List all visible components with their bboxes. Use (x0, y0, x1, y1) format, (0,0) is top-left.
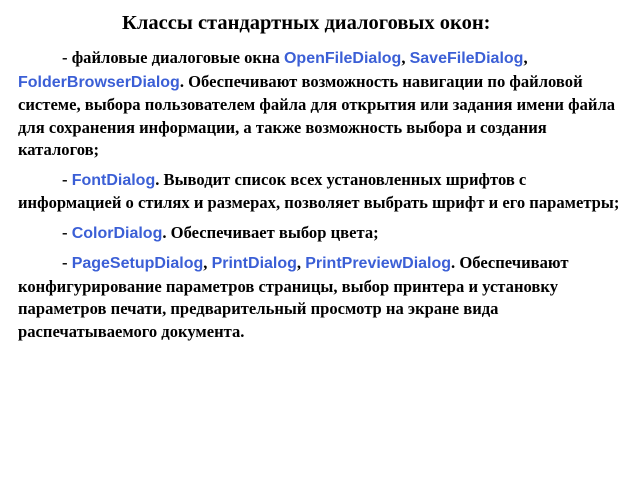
paragraph-body-text: . Выводит список всех установленных шрифтов с информацией о стилях и размерах, позволяет выбрать шрифт и его параметры; (18, 169, 620, 212)
paragraph-font-dialog (18, 169, 628, 215)
keyword-pagesetupdialog: PageSetupDialog (71, 255, 204, 272)
separator: , (401, 48, 410, 67)
keyword-fontdialog: FontDialog (71, 171, 156, 189)
separator: , (523, 48, 528, 67)
keyword-colordialog: ColorDialog (71, 224, 163, 242)
separator: , (296, 253, 306, 272)
paragraph-lead-text: файловые диалоговые окна (71, 48, 284, 67)
keyword-printdialog: PrintDialog (211, 255, 297, 272)
paragraph-print-dialogs (18, 252, 628, 343)
paragraph-body-text: . Обеспечивают конфигурирование параметров страницы, выбор принтера и установку параметров печати, предварительный просмотр на экране вида распечатываемого документа. (18, 253, 569, 341)
paragraph-color-dialog (18, 222, 628, 246)
paragraph-body-text: . Обеспечивает выбор цвета; (162, 222, 379, 242)
keyword-openfiledialog: OpenFileDialog (283, 50, 402, 67)
separator: , (203, 253, 212, 272)
slide-title: Классы стандартных диалоговых окон: (122, 12, 491, 34)
paragraph-file-dialogs (18, 47, 628, 162)
keyword-folderbrowserdialog: FolderBrowserDialog (18, 73, 180, 91)
bullet-dash: - (62, 169, 72, 189)
bullet-dash: - (62, 222, 72, 242)
paragraph-body-text: . Обеспечивают возможность навигации по файловой системе, выбора пользователем файла для открытия или задания имени файла для сохранения информации, а также возможность выбора и создания каталогов; (18, 71, 616, 159)
keyword-printpreviewdialog: PrintPreviewDialog (305, 255, 452, 272)
bullet-dash: - (62, 253, 72, 272)
bullet-dash: - (62, 48, 72, 67)
keyword-savefiledialog: SaveFileDialog (409, 50, 524, 67)
